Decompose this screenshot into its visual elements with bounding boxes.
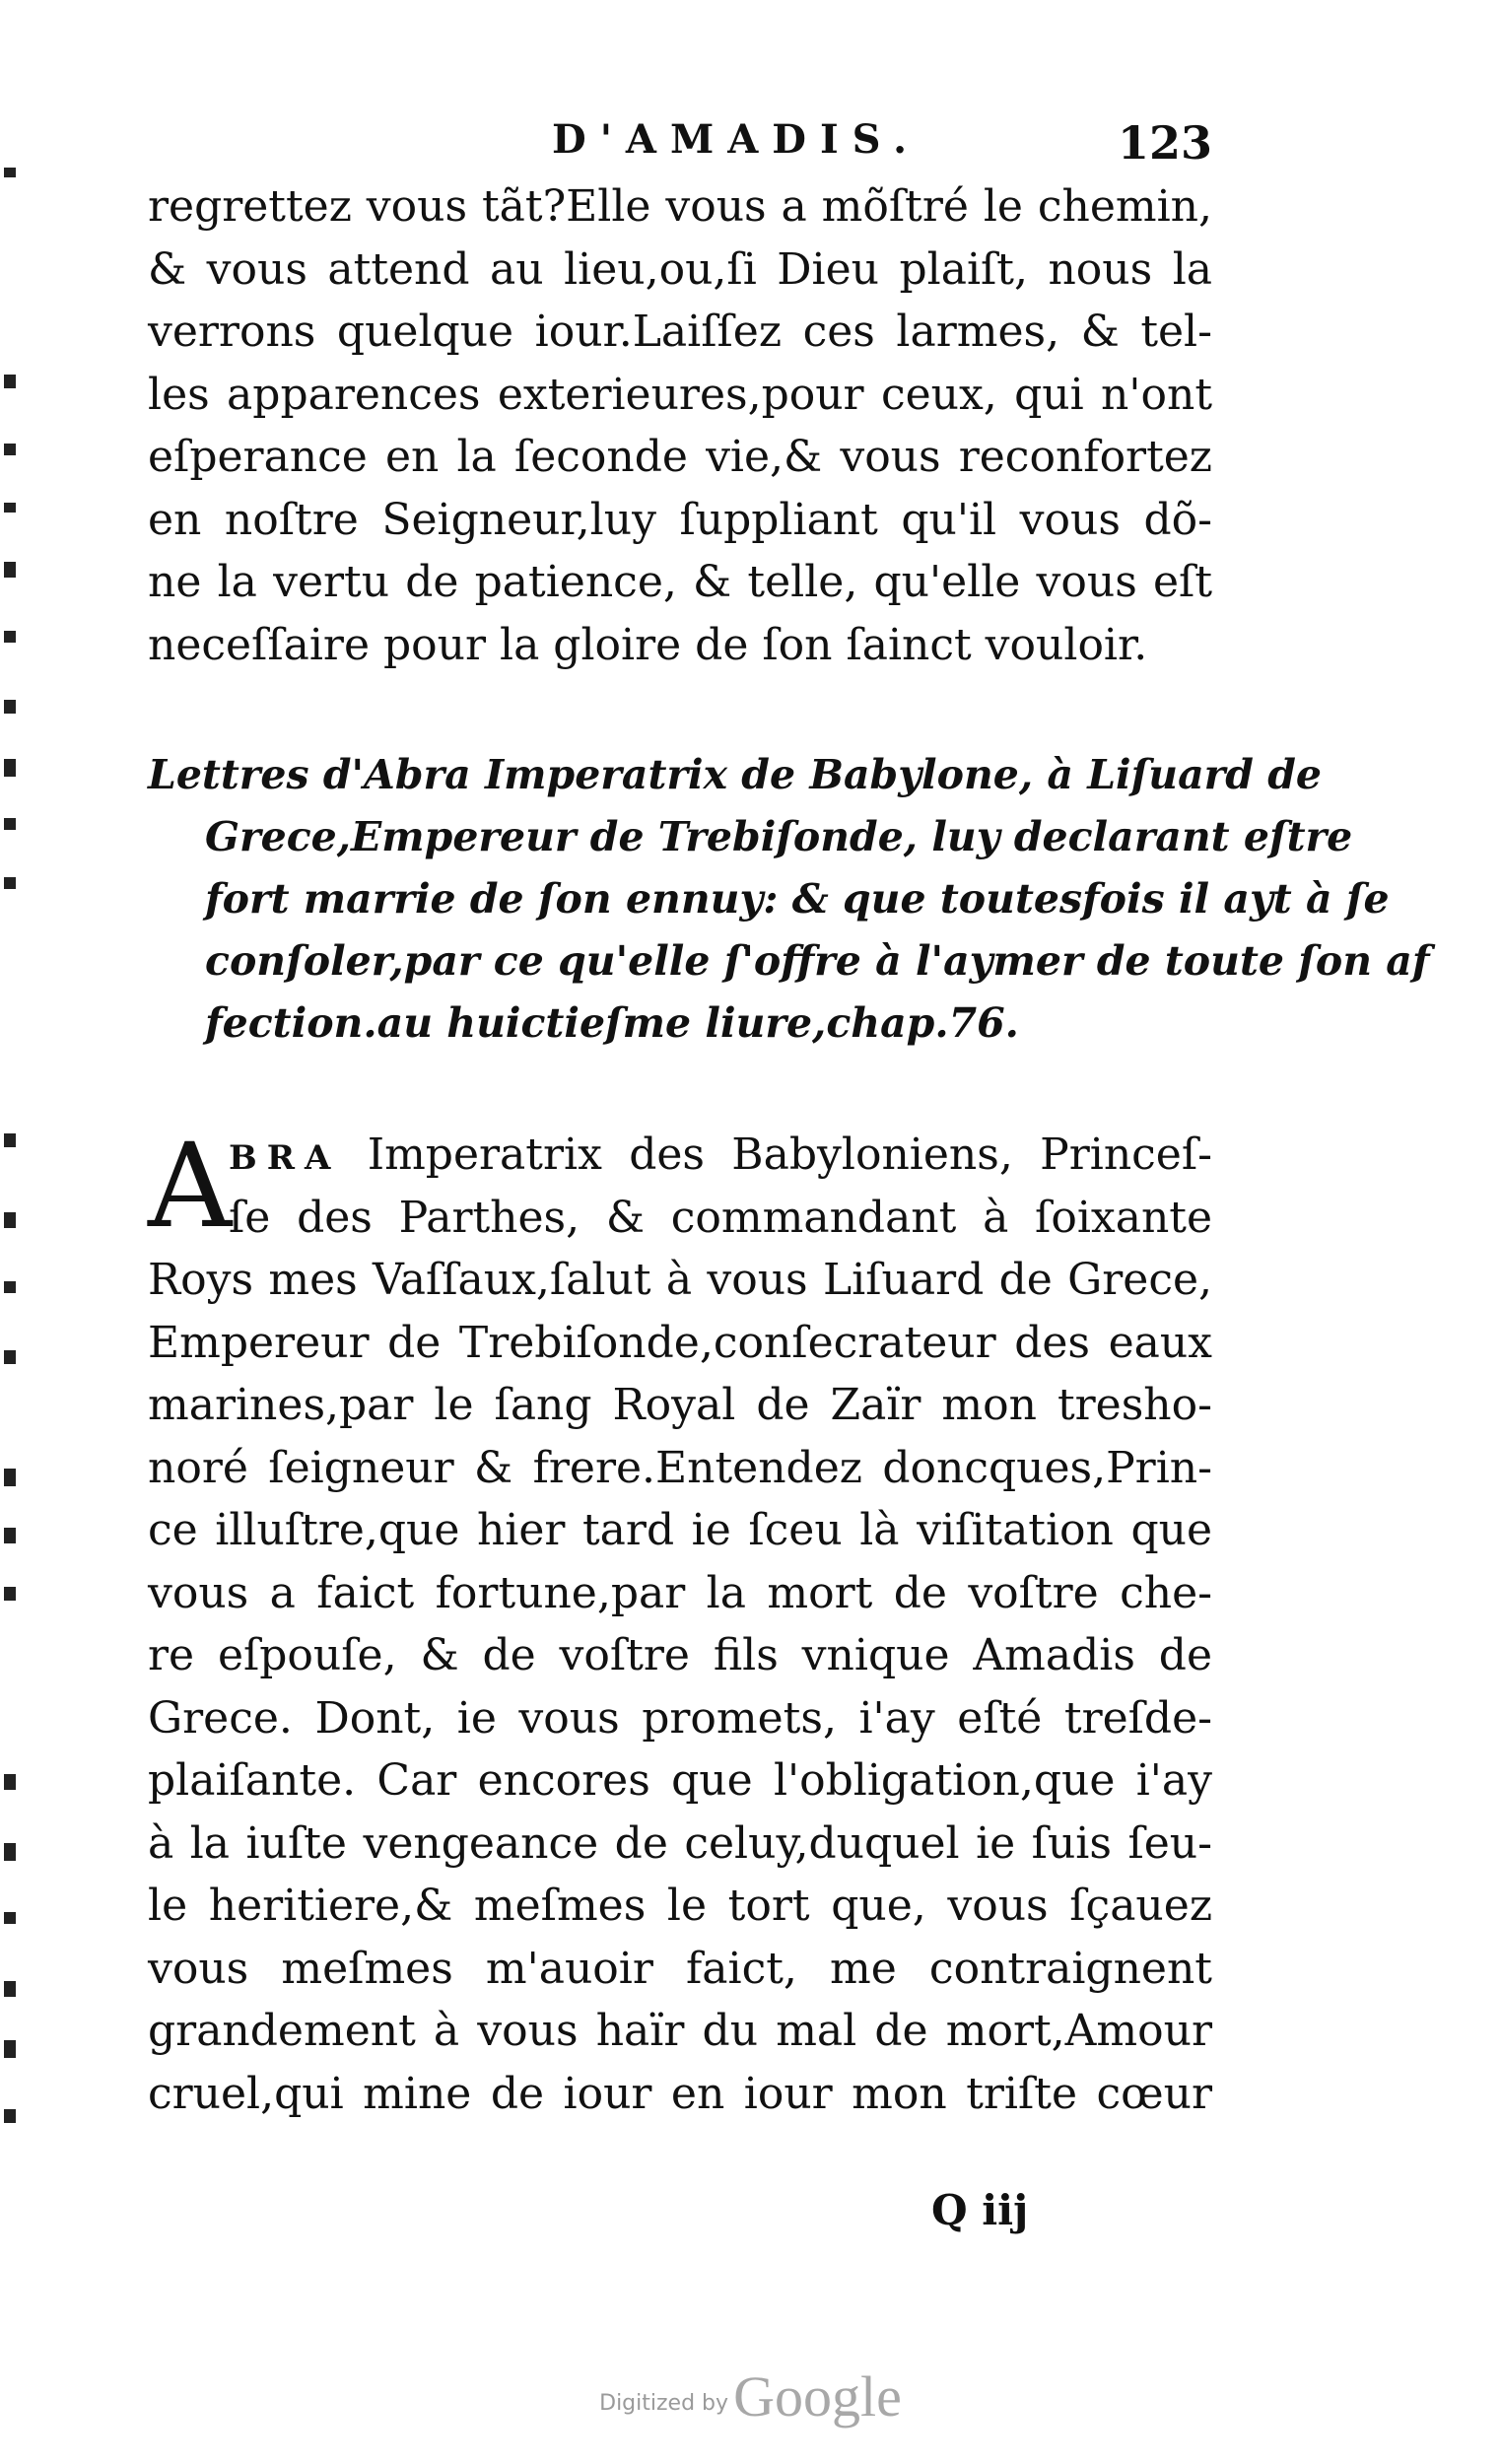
text-line: neceſſaire pour la gloire de ſon ſainct vouloir.: [148, 619, 1148, 670]
page-header: [148, 116, 1212, 175]
facing-page-edge: [0, 148, 26, 2168]
heading-line: conſoler,par ce qu'elle ſ'offre à l'aymer de toute ſon af: [205, 937, 1430, 985]
text-line: noré ſeigneur & frere.Entendez doncques,Prin-: [148, 1442, 1212, 1493]
heading-line: fection.au huictieſme liure,chap.76.: [205, 999, 1019, 1047]
letter-opening: [148, 1118, 1212, 1254]
running-title: D'AMADIS.: [552, 116, 921, 163]
text-line: cruel,qui mine de iour en iour mon triſte cœur: [148, 2068, 1212, 2119]
text-line: ce illuſtre,que hier tard ie ſceu là viſitation que: [148, 1505, 1212, 1555]
text-line: vous meſmes m'auoir faict, me contraignent: [148, 1943, 1212, 1994]
text-line: grandement à vous haïr du mal de mort,Amour: [148, 2006, 1212, 2056]
text-line: Empereur de Trebiſonde,conſecrateur des eaux: [148, 1317, 1212, 1368]
text-line: les apparences exterieures,pour ceux, qui n'ont: [148, 369, 1212, 420]
text-line: à la iuſte vengeance de celuy,duquel ie ſuis ſeu-: [148, 1817, 1212, 1869]
signature-mark: Q iij: [931, 2186, 1029, 2234]
text-line: [148, 1124, 1212, 1187]
heading-line: Grece,Empereur de Trebiſonde, luy declarant eſtre: [205, 813, 1353, 860]
text-line: ſe des Parthes, & commandant à ſoixante: [229, 1192, 1212, 1243]
google-logo: Google: [733, 2364, 902, 2429]
text-line: re eſpouſe, & de voſtre fils vnique Amadis de: [148, 1630, 1212, 1680]
text-line: ne la vertu de patience, & telle, qu'elle vous eſt: [148, 557, 1212, 607]
text-line: en noſtre Seigneur,luy ſuppliant qu'il vous dõ-: [148, 494, 1212, 545]
text-line: eſperance en la ſeconde vie,& vous reconfortez: [148, 432, 1212, 482]
first-line-text: Imperatrix des Babyloniens, Princeſ-: [367, 1129, 1212, 1180]
text-line: Grece. Dont, ie vous promets, i'ay eſté treſde-: [148, 1692, 1212, 1744]
digitized-watermark: [0, 2363, 1501, 2430]
text-line: & vous attend au lieu,ou,ſi Dieu plaiſt, nous la: [148, 243, 1212, 295]
text-line: Roys mes Vaſſaux,ſalut à vous Liſuard de Grece,: [148, 1255, 1212, 1305]
heading-line: fort marrie de ſon ennuy: & que toutesfois il ayt à ſe: [205, 875, 1390, 923]
watermark-prefix: Digitized by: [599, 2391, 729, 2416]
heading-line: Lettres d'Abra Imperatrix de Babylone, à Liſuard de: [148, 751, 1322, 798]
text-line: regrettez vous tãt?Elle vous a mõſtré le chemin,: [148, 181, 1212, 232]
page-number: 123: [1117, 116, 1212, 170]
text-line: le heritiere,& meſmes le tort que, vous ſçauez: [148, 1881, 1212, 1931]
chapter-heading: [148, 744, 1430, 1055]
drop-cap: A: [148, 1118, 233, 1254]
paragraph-top: [148, 175, 1212, 676]
text-line: verrons quelque iour.Laiſſez ces larmes, & tel-: [148, 307, 1212, 357]
text-line: plaiſante. Car encores que l'obligation,que i'ay: [148, 1755, 1212, 1806]
first-word-smallcaps: BRA: [229, 1138, 341, 1178]
text-line: vous a faict fortune,par la mort de voſtre che-: [148, 1567, 1212, 1618]
text-line: marines,par le ſang Royal de Zaïr mon tresho-: [148, 1380, 1212, 1430]
letter-body: [148, 1118, 1212, 2125]
